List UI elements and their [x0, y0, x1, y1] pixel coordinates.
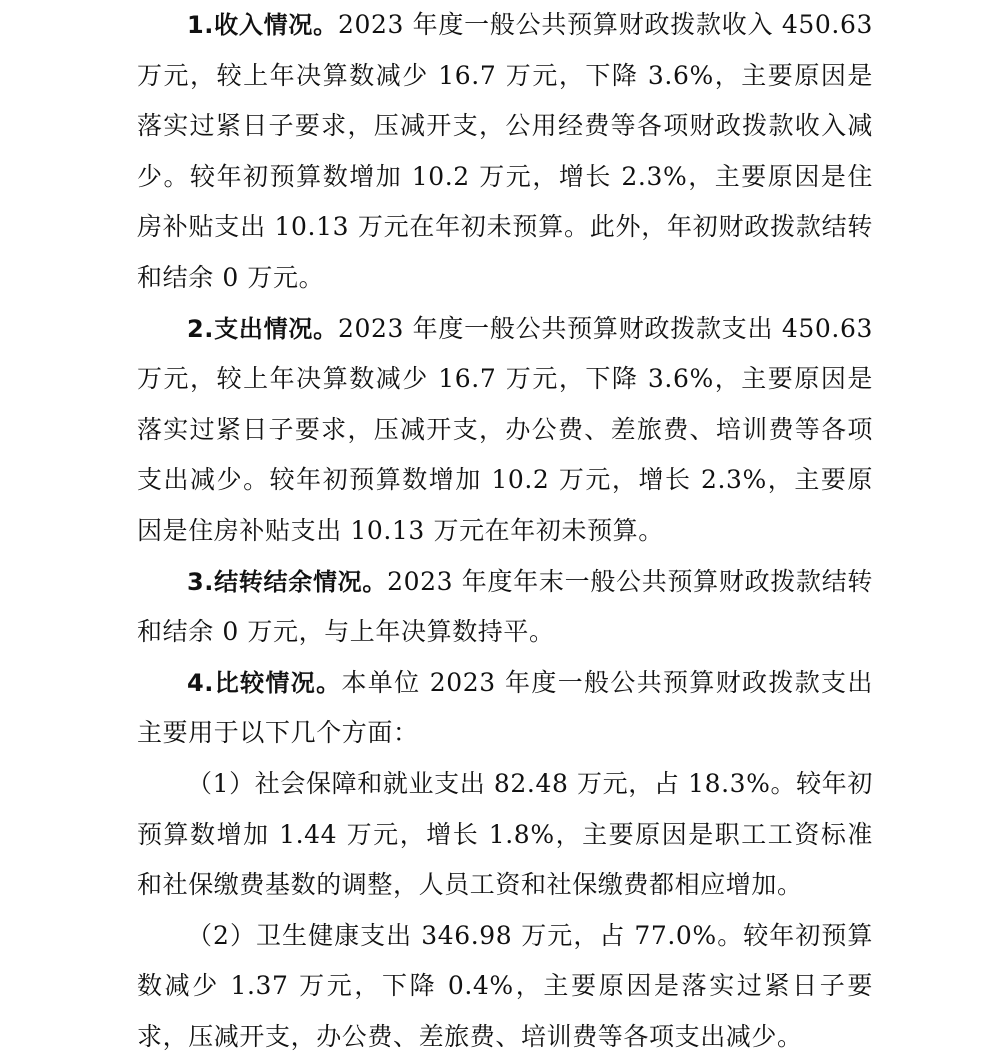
paragraph-carryover — [137, 557, 873, 658]
document-body — [137, 0, 873, 1062]
text-expenditure: 2023 年度一般公共预算财政拨款支出 450.63 万元，较上年决算数减少 16.7 万元，下降 3.6%，主要原因是落实过紧日子要求，压减开支，办公费、差旅费、培训费等各项支出减少。较年初预算数增加 10.2 万元，增长 2.3%，主要原因是住房补贴支出 10.13 万元在年初未预算。 — [137, 313, 873, 545]
heading-carryover: 3.结转结余情况。 — [187, 567, 388, 596]
text-health: （2）卫生健康支出 346.98 万元，占 77.0%。较年初预算数减少 1.37 万元，下降 0.4%，主要原因是落实过紧日子要求，压减开支，办公费、差旅费、培训费等各项支出减少。 — [137, 920, 873, 1051]
text-social-security: （1）社会保障和就业支出 82.48 万元，占 18.3%。较年初预算数增加 1.44 万元，增长 1.8%，主要原因是职工工资标准和社保缴费基数的调整，人员工资和社保缴费都相应增加。 — [137, 768, 873, 900]
list-item-health — [137, 911, 873, 1062]
heading-expenditure: 2.支出情况。 — [187, 314, 338, 343]
paragraph-income — [137, 0, 873, 304]
heading-income: 1.收入情况。 — [187, 11, 338, 39]
text-carryover: 2023 年度年末一般公共预算财政拨款结转和结余 0 万元，与上年决算数持平。 — [137, 566, 874, 647]
paragraph-expenditure — [137, 304, 873, 557]
heading-comparison: 4.比较情况。 — [187, 668, 342, 697]
paragraph-comparison — [137, 658, 873, 759]
text-income: 2023 年度一般公共预算财政拨款收入 450.63 万元，较上年决算数减少 16.7 万元，下降 3.6%，主要原因是落实过紧日子要求，压减开支，公用经费等各项财政拨款收入减少。较年初预算数增加 10.2 万元，增长 2.3%，主要原因是住房补贴支出 10.13 万元在年初未预算。此外，年初财政拨款结转和结余 0 万元。 — [137, 10, 873, 292]
text-comparison: 本单位 2023 年度一般公共预算财政拨款支出主要用于以下几个方面： — [137, 667, 873, 748]
list-item-social-security — [137, 759, 873, 911]
